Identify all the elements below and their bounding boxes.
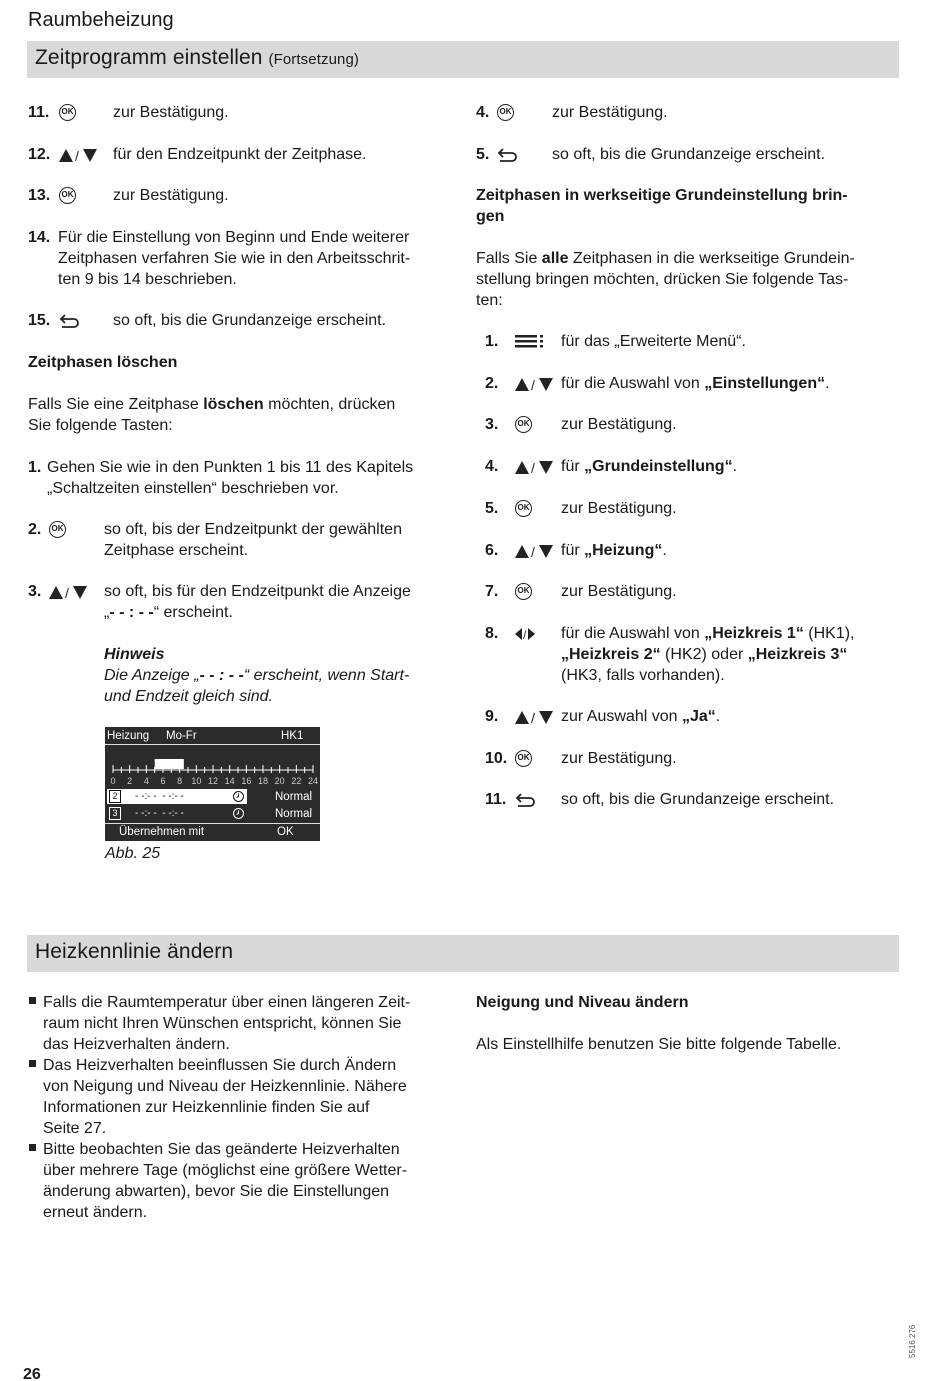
text-run-bold: „Heizkreis 1“ xyxy=(704,625,804,642)
back-icon xyxy=(59,312,81,330)
lcd-display-figure xyxy=(105,727,320,841)
bullet-1-line: das Heizverhalten ändern. xyxy=(43,1036,230,1053)
section-heading-title: Zeitprogramm einstellen xyxy=(35,46,263,69)
text-run: zur Bestätigung. xyxy=(561,583,677,600)
up-down-icon xyxy=(59,147,99,163)
lcd-row1-time: - -:- - - -:- - xyxy=(135,791,184,802)
text-run: zur Bestätigung. xyxy=(561,416,677,433)
back-icon xyxy=(515,791,537,809)
section-heading-suffix: (Fortsetzung) xyxy=(268,51,359,68)
menu-icon xyxy=(515,335,545,349)
step-number: 15. xyxy=(28,312,51,329)
step-number: 3. xyxy=(28,583,42,600)
svg-text:/: / xyxy=(65,585,69,600)
lcd-footer-left: Übernehmen mit xyxy=(119,826,205,838)
step-number: 11. xyxy=(28,104,50,121)
step-number: 14. xyxy=(28,229,51,246)
bullet-marker xyxy=(29,1060,36,1067)
step-text xyxy=(561,331,746,352)
lcd-tick-label: 18 xyxy=(258,776,269,786)
text-run: für das „Erweiterte Menü“. xyxy=(561,333,746,350)
bullet-3-line: änderung abwarten), bevor Sie die Einstellungen xyxy=(43,1183,390,1200)
bullet-2-line: von Neigung und Niveau der Heizkennlinie. Nähere xyxy=(43,1078,407,1095)
ok-icon: OK xyxy=(59,187,76,204)
lcd-days: Mo-Fr xyxy=(166,730,197,742)
page-number: 26 xyxy=(23,1366,41,1381)
text-run: für die Auswahl von xyxy=(561,375,705,392)
lcd-row2-index: 3 xyxy=(109,807,121,820)
step-text xyxy=(561,706,720,727)
up-down-icon xyxy=(515,376,555,392)
subheading-grundeinstellung-line2: gen xyxy=(476,208,505,225)
text-run: . xyxy=(825,375,830,392)
subheading-loeschen: Zeitphasen löschen xyxy=(28,354,178,371)
step-text: zur Bestätigung. xyxy=(113,187,229,204)
bullet-3-line: Bitte beobachten Sie das geänderte Heizverhalten xyxy=(43,1141,400,1158)
text-run-bold: „Grundeinstellung“ xyxy=(584,458,733,475)
back-icon xyxy=(497,146,519,164)
step-text: so oft, bis die Grundanzeige erscheint. xyxy=(552,146,826,163)
step-number: 9. xyxy=(485,708,499,725)
step-text-line: Zeitphase erscheint. xyxy=(104,542,249,559)
lcd-tick-label: 22 xyxy=(291,776,302,786)
text-run-bold: löschen xyxy=(203,396,264,413)
text-run: möchten, drücken xyxy=(263,396,396,413)
step-number: 3. xyxy=(485,416,499,433)
step-text-line: ten 9 bis 14 beschrieben. xyxy=(58,271,237,288)
text-run: zur Bestätigung. xyxy=(561,750,677,767)
step-text xyxy=(561,498,677,519)
text-run-bold: alle xyxy=(541,250,569,267)
grund-intro-line1 xyxy=(476,248,855,269)
bullet-2-line: Seite 27. xyxy=(43,1120,107,1137)
step-text xyxy=(561,456,737,477)
step-number: 1. xyxy=(28,459,42,476)
step-text: zur Bestätigung. xyxy=(113,104,229,121)
svg-text:/: / xyxy=(531,544,535,559)
lcd-tick-label: 10 xyxy=(191,776,202,786)
text-run: Falls Sie xyxy=(476,250,542,267)
section-bar-heizkennlinie xyxy=(27,935,899,972)
subheading-grundeinstellung: Zeitphasen in werkseitige Grundeinstellung brin- xyxy=(476,187,848,204)
note-title: Hinweis xyxy=(104,646,165,663)
bullet-marker xyxy=(29,997,36,1004)
text-run: . xyxy=(715,708,721,725)
lcd-footer-right: OK xyxy=(277,826,294,838)
lcd-divider xyxy=(105,823,320,824)
lcd-tick-label: 14 xyxy=(224,776,235,786)
step-number: 6. xyxy=(485,542,499,559)
svg-text:/: / xyxy=(523,628,527,642)
figure-caption: Abb. 25 xyxy=(105,845,161,862)
step-text-line: Gehen Sie wie in den Punkten 1 bis 11 des Kapitels xyxy=(47,459,414,476)
step-text-line: „Schaltzeiten einstellen“ beschrieben vor. xyxy=(47,480,339,497)
step-number: 12. xyxy=(28,146,51,163)
document-number: 5516 276 xyxy=(908,1324,917,1358)
step-number: 11. xyxy=(485,791,507,808)
text-run: (HK1), xyxy=(803,625,855,642)
svg-text:/: / xyxy=(531,710,535,725)
lcd-tick-label: 24 xyxy=(308,776,319,786)
step-number: 1. xyxy=(485,333,499,350)
step-number: 2. xyxy=(28,521,42,538)
lcd-tick-label: 6 xyxy=(160,776,166,786)
lcd-row2-mode: Normal xyxy=(275,808,313,820)
text-run: Zeitphasen in die werkseitige Grundein- xyxy=(568,250,855,267)
text-run: „ xyxy=(104,604,110,621)
lcd-tick-label: 20 xyxy=(274,776,285,786)
step-text-line: Zeitphasen verfahren Sie wie in den Arbeitsschrit- xyxy=(58,250,411,267)
text-run-bold: - - : - - xyxy=(199,667,244,684)
lcd-tick-label: 8 xyxy=(177,776,183,786)
step-text-line: (HK3, falls vorhanden). xyxy=(561,667,725,684)
lcd-row1-index: 2 xyxy=(109,790,121,803)
step-number: 5. xyxy=(476,146,490,163)
text-run: “ erscheint. xyxy=(153,604,233,621)
text-run: zur Auswahl von xyxy=(561,708,682,725)
ok-icon: OK xyxy=(515,583,532,600)
step-number: 7. xyxy=(485,583,499,600)
step-text xyxy=(561,414,677,435)
step-number: 8. xyxy=(485,625,499,642)
lcd-tick-label: 4 xyxy=(143,776,149,786)
grund-intro-line2: stellung bringen möchten, drücken Sie folgende Tas- xyxy=(476,271,849,288)
step-text xyxy=(561,540,667,561)
clock-icon xyxy=(232,790,245,803)
up-down-icon xyxy=(515,709,555,725)
bullet-2-line: Das Heizverhalten beeinflussen Sie durch Ändern xyxy=(43,1057,397,1074)
ok-icon: OK xyxy=(515,416,532,433)
lcd-row1-mode: Normal xyxy=(275,791,313,803)
bullet-marker xyxy=(29,1144,36,1151)
ok-icon: OK xyxy=(49,521,66,538)
step-number: 13. xyxy=(28,187,51,204)
step-text: so oft, bis die Grundanzeige erscheint. xyxy=(113,312,387,329)
step-number: 4. xyxy=(476,104,490,121)
bullet-1-line: Falls die Raumtemperatur über einen längeren Zeit- xyxy=(43,994,411,1011)
step-text xyxy=(561,581,677,602)
bullet-3-line: erneut ändern. xyxy=(43,1204,148,1221)
step-text-line: so oft, bis der Endzeitpunkt der gewählten xyxy=(104,521,402,538)
step-text-line xyxy=(104,602,233,623)
lcd-tick-label: 0 xyxy=(110,776,116,786)
step-text xyxy=(561,373,830,394)
step-number: 5. xyxy=(485,500,499,517)
text-run-bold: „Heizkreis 2“ xyxy=(561,646,661,663)
step-number: 2. xyxy=(485,375,499,392)
bullet-2-line: Informationen zur Heizkennlinie finden Sie auf xyxy=(43,1099,370,1116)
step-text xyxy=(561,789,834,810)
step-number: 10. xyxy=(485,750,508,767)
clock-icon xyxy=(232,807,245,820)
text-run: zur Bestätigung. xyxy=(561,500,677,517)
text-run: . xyxy=(732,458,738,475)
text-run: für die Auswahl von xyxy=(561,625,705,642)
lcd-time-phase-bar xyxy=(155,759,184,769)
bullet-3-line: über mehrere Tage (möglichst eine größere Wetter- xyxy=(43,1162,408,1179)
subheading-neigung: Neigung und Niveau ändern xyxy=(476,994,689,1011)
up-down-icon xyxy=(49,584,89,600)
text-run-bold: - - : - - xyxy=(109,604,154,621)
text-run-bold: „Heizung“ xyxy=(584,542,663,559)
step-text-line xyxy=(561,644,847,665)
neigung-text: Als Einstellhilfe benutzen Sie bitte folgende Tabelle. xyxy=(476,1036,842,1053)
lcd-tick-labels xyxy=(105,774,320,786)
text-run: so oft, bis die Grundanzeige erscheint. xyxy=(561,791,835,808)
lcd-tick-label: 12 xyxy=(208,776,219,786)
svg-text:/: / xyxy=(531,377,535,392)
text-run-bold: „Ja“ xyxy=(681,708,716,725)
text-run: für xyxy=(561,542,585,559)
svg-text:/: / xyxy=(531,460,535,475)
step-text-line: so oft, bis für den Endzeitpunkt die Anzeige xyxy=(104,583,411,600)
text-run: . xyxy=(662,542,667,559)
lcd-circuit: HK1 xyxy=(281,730,304,742)
ok-icon: OK xyxy=(59,104,76,121)
running-header: Raumbeheizung xyxy=(28,9,174,31)
lcd-row2-time: - -:- - - -:- - xyxy=(135,808,184,819)
section-heading xyxy=(35,47,359,70)
ok-icon: OK xyxy=(515,500,532,517)
text-run-bold: „Heizkreis 3“ xyxy=(747,646,848,663)
step-text xyxy=(561,623,854,644)
lcd-divider xyxy=(105,744,320,745)
step-text xyxy=(561,748,677,769)
lcd-tick-label: 16 xyxy=(241,776,252,786)
left-right-icon xyxy=(515,626,537,642)
lcd-title: Heizung xyxy=(107,730,150,742)
up-down-icon xyxy=(515,459,555,475)
step-text: für den Endzeitpunkt der Zeitphase. xyxy=(113,146,367,163)
text-run-bold: „Einstellungen“ xyxy=(704,375,826,392)
text-run: für xyxy=(561,458,585,475)
loeschen-intro xyxy=(28,394,395,415)
text-run: “ erscheint, wenn Start- xyxy=(243,667,410,684)
text-run: Falls Sie eine Zeitphase xyxy=(28,396,204,413)
step-text-line: Für die Einstellung von Beginn und Ende weiterer xyxy=(58,229,410,246)
note-line-1 xyxy=(104,665,409,686)
text-run: Die Anzeige „ xyxy=(104,667,200,684)
bullet-1-line: raum nicht Ihren Wünschen entspricht, können Sie xyxy=(43,1015,402,1032)
up-down-icon xyxy=(515,543,555,559)
step-number: 4. xyxy=(485,458,499,475)
section-heading: Heizkennlinie ändern xyxy=(35,940,234,963)
svg-text:/: / xyxy=(75,148,79,163)
section-bar-zeitprogramm xyxy=(27,41,899,78)
lcd-tick-label: 2 xyxy=(127,776,133,786)
ok-icon: OK xyxy=(515,750,532,767)
ok-icon: OK xyxy=(497,104,514,121)
lcd-timeline xyxy=(110,754,316,776)
note-line-2: und Endzeit gleich sind. xyxy=(104,688,273,705)
text-run: (HK2) oder xyxy=(660,646,748,663)
grund-intro-line3: ten: xyxy=(476,292,503,309)
step-text: zur Bestätigung. xyxy=(552,104,668,121)
loeschen-intro-line2: Sie folgende Tasten: xyxy=(28,417,173,434)
